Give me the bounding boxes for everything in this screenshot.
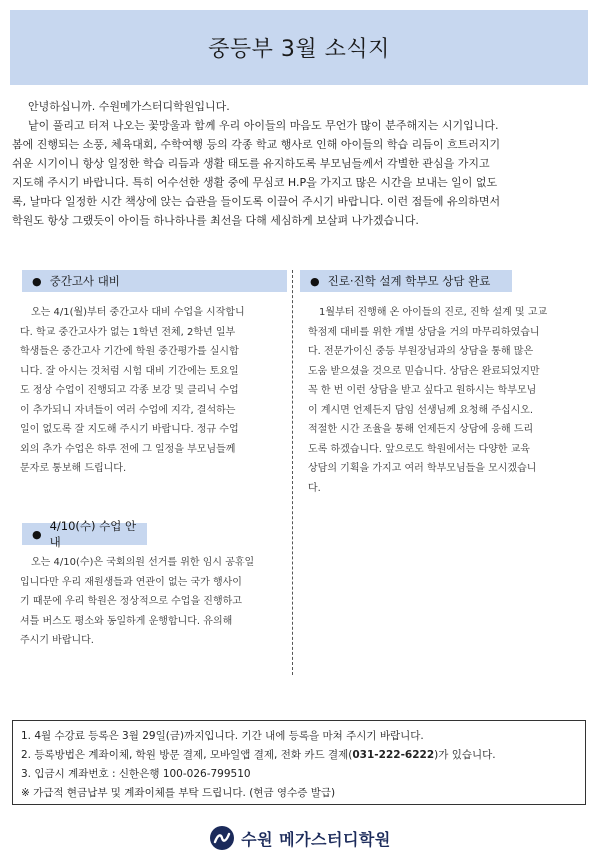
section-heading-label: 4/10(수) 수업 안내 <box>49 519 137 549</box>
body-line: 꼭 한 번 이런 상담을 받고 싶다고 원하시는 학부모님 <box>308 385 537 396</box>
intro-line: 지도해 주시기 바랍니다. 특히 어수선한 생활 중에 무심코 H.P을 가지고 많은 시간을 보내는 일이 없도 <box>12 176 498 189</box>
body-line: 오는 4/1(월)부터 중간고사 대비 수업을 시작합니 <box>31 307 245 318</box>
intro-line: 봄에 진행되는 소풍, 체육대회, 수학여행 등의 각종 학교 행사로 인해 아이들의 학습 리듬이 흐트러지기 <box>12 138 501 151</box>
footer <box>0 818 600 858</box>
body-line: 일이 없도록 잘 지도해 주시기 바랍니다. 정규 수업 <box>20 424 239 435</box>
academy-name: 수원 메가스터디학원 <box>241 829 391 849</box>
body-line: 이 추가되니 자녀들이 여러 수업에 지각, 결석하는 <box>20 404 236 416</box>
body-line: 입니다만 우리 재원생들과 연관이 없는 국가 행사이 <box>20 576 242 588</box>
notice-line: ※ 가급적 현금납부 및 계좌이체를 부탁 드립니다. (현금 영수증 발급) <box>21 787 336 799</box>
section-heading-label: 진로·진학 설계 학부모 상담 완료 <box>327 274 491 288</box>
phone-number: 031-222-6222 <box>352 749 435 761</box>
body-line: 외의 추가 수업은 하루 전에 그 일정을 부모님들께 <box>20 443 236 455</box>
mega-logo-icon <box>209 825 235 851</box>
body-line: 다. 학교 중간고사가 없는 1학년 전체, 2학년 일부 <box>20 326 236 338</box>
bullet-icon: ● <box>32 527 42 541</box>
notice-line: 1. 4월 수강료 등록은 3월 29일(금)까지입니다. 기간 내에 등록을 마쳐 주시기 바랍니다. <box>21 730 424 742</box>
title-banner <box>10 10 588 85</box>
intro-line: 낱이 풀리고 터져 나오는 꽃망울과 함께 우리 아이들의 마음도 무언가 많이 분주해지는 시기입니다. <box>28 119 499 132</box>
page-title: 중등부 3월 소식지 <box>208 37 390 62</box>
body-line: 적절한 시간 조율을 통해 언제든지 상담에 응해 드리 <box>308 424 534 435</box>
body-line: 문자로 통보해 드립니다. <box>20 463 127 474</box>
payment-notice-box <box>12 720 586 805</box>
body-line: 오는 4/10(수)은 국회의원 선거를 위한 임시 공휴일 <box>31 557 255 568</box>
body-line: 주시기 바랍니다. <box>20 635 94 646</box>
body-line: 니다. 잘 아시는 것처럼 시험 대비 기간에는 토요일 <box>20 365 239 377</box>
section-body-class <box>20 553 254 651</box>
notice-text: 2. 등록방법은 계좌이체, 학원 방문 결제, 모바일앱 결제, 전화 카드 결제( <box>21 749 353 761</box>
notice-line: 3. 입금시 계좌번호 : 신한은행 100-026-799510 <box>21 768 251 780</box>
notice-text: )가 있습니다. <box>434 749 496 761</box>
body-line: 도록 하겠습니다. 앞으로도 학원에서는 다양한 교육 <box>308 443 530 455</box>
section-body-counsel <box>308 303 547 498</box>
intro-line: 학원도 항상 그랬듯이 아이들 하나하나를 최선을 다해 세심하게 보살펴 나가겠습니다. <box>12 214 419 227</box>
notice-line <box>21 746 577 765</box>
section-heading-label: 중간고사 대비 <box>49 274 120 288</box>
intro-line: 쉬운 시기이니 항상 일정한 학습 리듬과 생활 태도를 유지하도록 부모님들께서 각별한 관심을 가지고 <box>12 157 490 170</box>
body-line: 상담의 기획을 가지고 여러 학부모님들을 모시겠습니 <box>308 463 537 474</box>
body-line: 다. <box>308 482 321 494</box>
intro-text <box>12 97 590 230</box>
body-line: 학점제 대비를 위한 개별 상담을 거의 마무리하였습니 <box>308 326 540 338</box>
section-heading-midterm <box>22 270 287 292</box>
body-line: 셔틀 버스도 평소와 동일하게 운행합니다. 유의해 <box>20 615 233 627</box>
column-divider <box>292 270 293 675</box>
body-line: 도 정상 수업이 진행되고 각종 보강 및 클리닉 수업 <box>20 385 239 396</box>
bullet-icon: ● <box>32 274 42 288</box>
section-heading-class <box>22 519 147 549</box>
section-heading-counsel <box>300 270 512 292</box>
body-line: 1월부터 진행해 온 아이들의 진로, 진학 설계 및 고교 <box>319 307 548 318</box>
bullet-icon: ● <box>310 274 320 288</box>
intro-line: 록, 날마다 일정한 시간 책상에 앉는 습관을 들이도록 이끌어 주시기 바랍니다. 이런 점들에 유의하면서 <box>12 195 501 208</box>
body-line: 기 때문에 우리 학원은 정상적으로 수업을 진행하고 <box>20 596 242 607</box>
section-body-midterm <box>20 303 245 479</box>
intro-line: 안녕하십니까. 수원메가스터디학원입니다. <box>28 100 230 113</box>
body-line: 도움 받으셨을 것으로 믿습니다. 상담은 완료되었지만 <box>308 365 540 377</box>
body-line: 이 계시면 언제든지 담임 선생님께 요청해 주십시오. <box>308 404 534 416</box>
body-line: 다. 전문가이신 중등 부원장님과의 상담을 통해 많은 <box>308 346 534 357</box>
body-line: 학생들은 중간고사 기간에 학원 중간평가를 실시합 <box>20 346 239 357</box>
